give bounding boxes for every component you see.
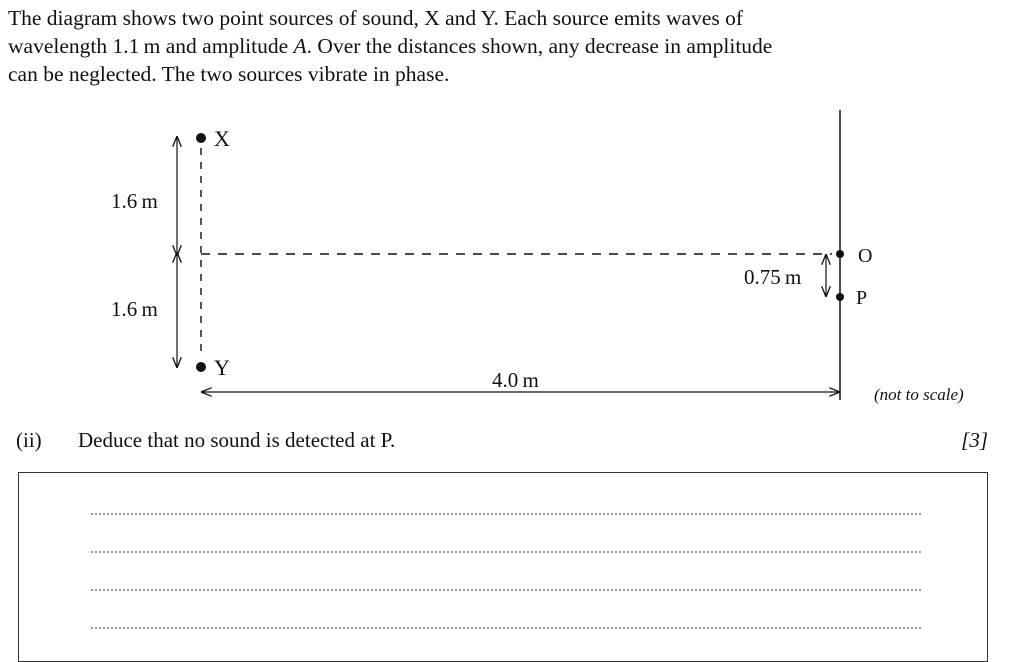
question-number: (ii) — [16, 428, 42, 452]
horizontal-distance-label: 4.0 m — [492, 368, 539, 392]
point-o — [836, 250, 844, 258]
question-text: Deduce that no sound is detected at P. — [78, 428, 396, 452]
question-marks: [3] — [961, 428, 988, 452]
answer-line[interactable] — [91, 589, 921, 591]
source-y-point — [196, 362, 206, 372]
point-p-label: P — [856, 287, 868, 309]
intro-line-2: wavelength 1.1 m and amplitude A. Over the distances shown, any decrease in amplitude — [8, 34, 773, 58]
point-o-label: O — [858, 245, 873, 267]
answer-line[interactable] — [91, 551, 921, 553]
answer-line[interactable] — [91, 627, 921, 629]
answer-box[interactable] — [18, 472, 988, 662]
source-x-label: X — [214, 126, 230, 151]
source-x-point — [196, 133, 206, 143]
point-p — [836, 293, 844, 301]
source-y-label: Y — [214, 355, 230, 380]
upper-distance-label: 1.6 m — [111, 189, 158, 213]
intro-line-1: The diagram shows two point sources of sound, X and Y. Each source emits waves of — [8, 6, 744, 30]
intro-line-3: can be neglected. The two sources vibrate in phase. — [8, 62, 450, 86]
op-distance-label: 0.75 m — [744, 265, 802, 289]
scale-note: (not to scale) — [874, 385, 964, 404]
answer-line[interactable] — [91, 513, 921, 515]
lower-distance-label: 1.6 m — [111, 297, 158, 321]
